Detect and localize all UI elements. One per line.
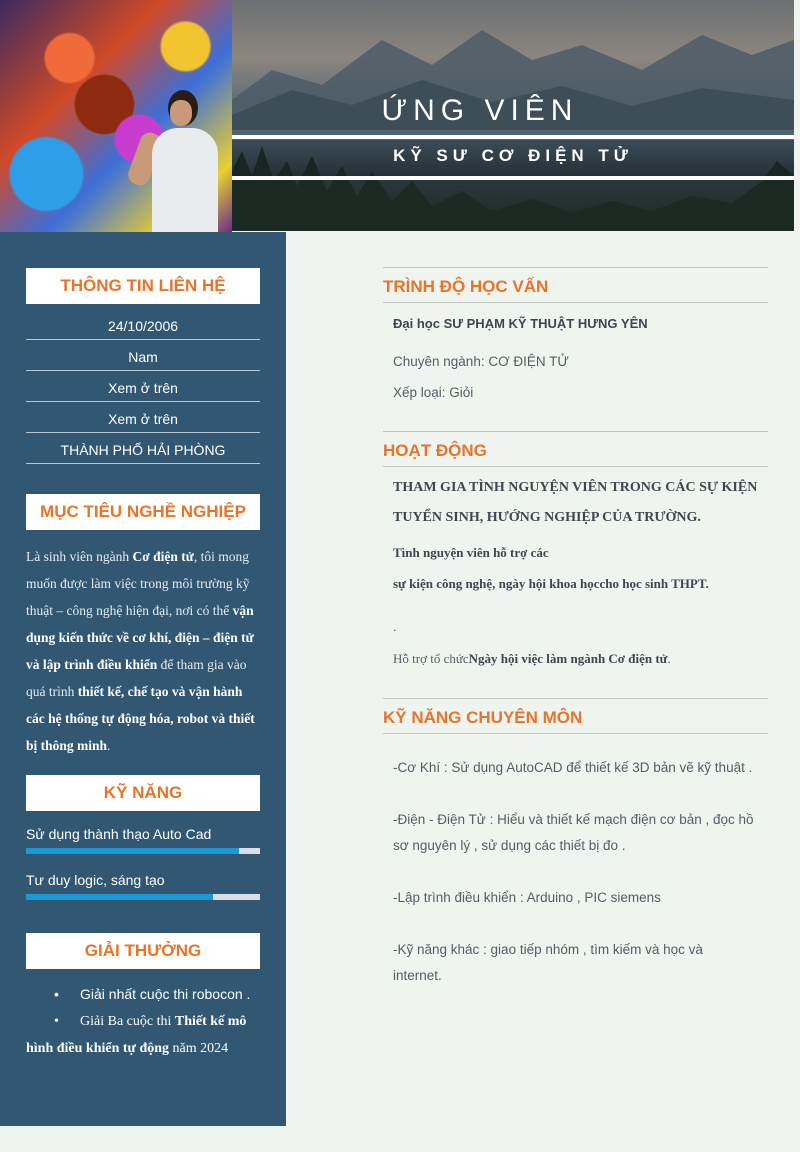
activity-title: THAM GIA TÌNH NGUYỆN VIÊN TRONG CÁC SỰ KIỆN TUYỂN SINH, HƯỚNG NGHIỆP CỦA TRƯỜNG. — [393, 480, 758, 525]
pro-skill-other: -Kỹ năng khác : giao tiếp nhóm , tìm kiếm và học và internet. — [393, 942, 703, 983]
activity-line-1: Tình nguyện viên hỗ trợ các — [393, 545, 549, 560]
education-major: Chuyên ngành: CƠ ĐIỆN TỬ — [393, 354, 569, 369]
banner-stripe-bottom — [232, 176, 794, 180]
awards-heading: GIẢI THƯỞNG — [26, 933, 260, 969]
skills-heading: KỸ NĂNG — [26, 775, 260, 811]
contact-city: THÀNH PHỐ HẢI PHÒNG — [26, 433, 260, 464]
page-title: ỨNG VIÊN — [381, 94, 579, 127]
contact-heading: THÔNG TIN LIÊN HỆ — [26, 268, 260, 304]
banner-stripe-top — [232, 135, 794, 139]
pro-skills-heading: KỸ NĂNG CHUYÊN MÔN — [383, 698, 768, 734]
education-grade: Xếp loại: Giỏi — [393, 385, 474, 400]
activity-line-3: Hỗ trợ tổ chứcNgày hội việc làm ngành Cơ điện tử. — [393, 651, 671, 666]
sidebar — [0, 232, 286, 1126]
skill-bar-logic — [26, 894, 260, 900]
header-banner — [232, 0, 794, 231]
contact-item-4: Xem ở trên — [26, 402, 260, 433]
contact-birthdate: 24/10/2006 — [26, 309, 260, 340]
awards-list — [26, 981, 260, 1062]
profile-photo — [0, 0, 232, 232]
person-figure — [148, 90, 218, 232]
pro-skill-programming: -Lập trình điều khiển : Arduino , PIC siemens — [393, 890, 661, 905]
skill-label-logic: Tư duy logic, sáng tạo — [26, 872, 165, 888]
bullet-icon: • — [54, 1014, 59, 1029]
contact-item-3: Xem ở trên — [26, 371, 260, 402]
objective-text: Là sinh viên ngành Cơ điện tử, tôi mong muốn được làm việc trong môi trường kỹ thuật – công nghệ hiện đại, nơi có thể vận dụng kiến thức về cơ khí, điện – điện tử và lập trình điều khiển để tham gia vào quá trình thiết kế, chế tạo và vận hành các hệ thống tự động hóa, robot và thiết bị thông minh. — [26, 549, 255, 753]
pro-skill-mechanical: -Cơ Khí : Sử dụng AutoCAD để thiết kế 3D bản vẽ kỹ thuật . — [393, 760, 753, 775]
contact-list — [26, 309, 260, 464]
education-school: Đại học SƯ PHẠM KỸ THUẬT HƯNG YÊN — [393, 316, 648, 331]
skill-fill-autocad — [26, 848, 239, 854]
objective-heading: MỤC TIÊU NGHỀ NGHIỆP — [26, 494, 260, 530]
page-subtitle: KỸ SƯ CƠ ĐIỆN TỬ — [393, 146, 633, 165]
activity-line-2: sự kiện công nghệ, ngày hội khoa họccho học sinh THPT. — [393, 576, 709, 591]
bullet-icon: • — [54, 986, 59, 1002]
activity-dot: . — [393, 620, 397, 634]
skill-fill-logic — [26, 894, 213, 900]
pro-skill-electrical: -Điện - Điện Tử : Hiểu và thiết kế mạch điện cơ bản , đọc hồ sơ nguyên lý , sử dụng các thiết bị đo . — [393, 812, 754, 853]
skill-bar-autocad — [26, 848, 260, 854]
skill-label-autocad: Sử dụng thành thạo Auto Cad — [26, 826, 212, 842]
education-heading: TRÌNH ĐỘ HỌC VẤN — [383, 267, 768, 303]
contact-gender: Nam — [26, 340, 260, 371]
activities-heading: HOẠT ĐỘNG — [383, 431, 768, 467]
award-item-2: • Giải Ba cuộc thi Thiết kế mô hình điều khiển tự động năm 2024 — [26, 1008, 260, 1062]
award-item-1: • Giải nhất cuộc thi robocon . — [26, 981, 260, 1008]
